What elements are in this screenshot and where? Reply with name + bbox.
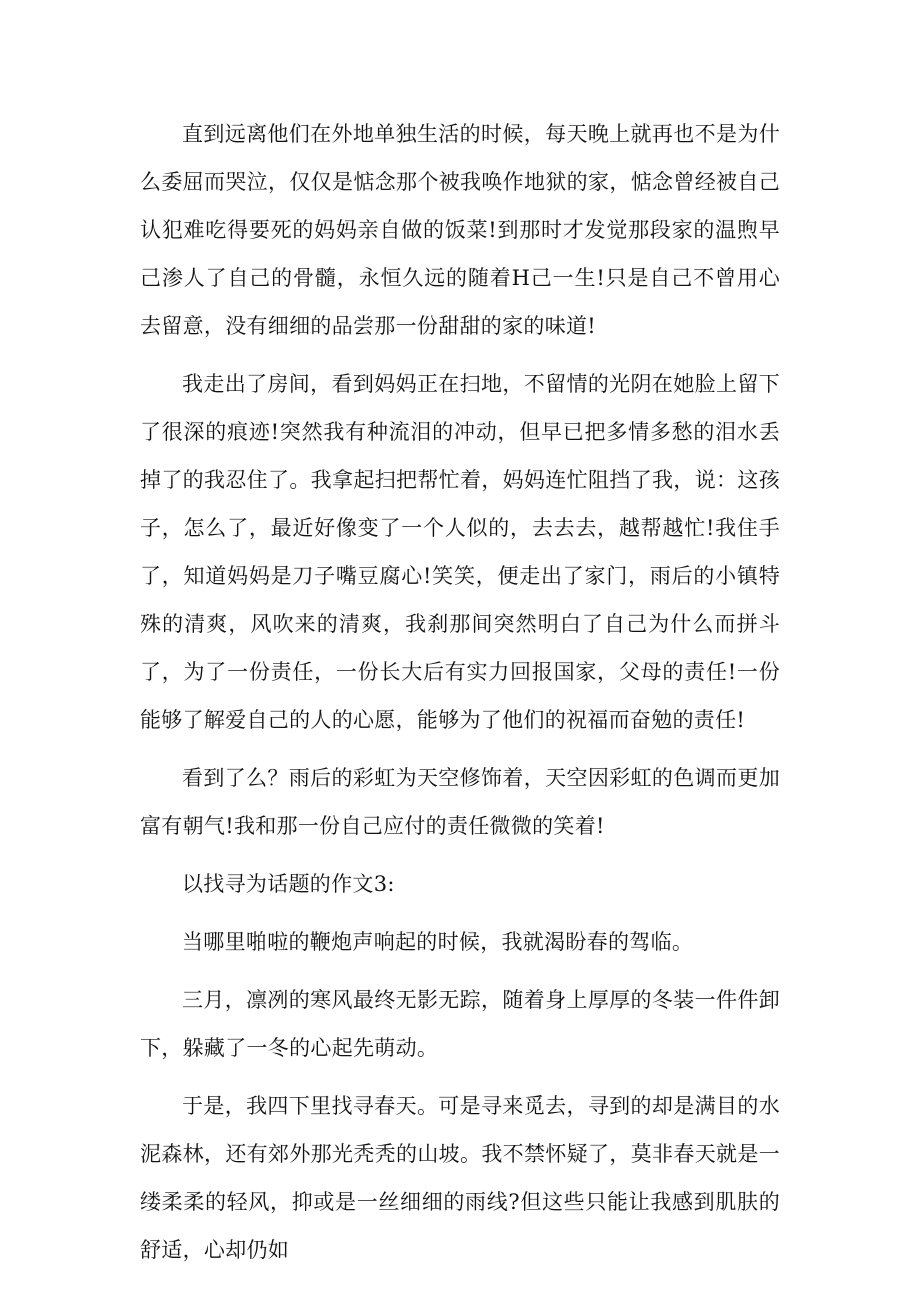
paragraph-3: 看到了么？雨后的彩虹为天空修饰着，天空因彩虹的色调而更加富有朝气!我和那一份自己应付的责任微微的笑着! xyxy=(140,766,780,838)
document-page xyxy=(140,110,780,1284)
section-heading: 以找寻为话题的作文3: xyxy=(182,872,395,896)
paragraph-5: 三月，凛冽的寒风最终无影无踪，随着身上厚厚的冬装一件件卸下，躲藏了一冬的心起先萌动。 xyxy=(140,988,780,1060)
paragraph-4: 当哪里啪啦的鞭炮声响起的时候，我就渴盼春的驾临。 xyxy=(182,930,694,954)
paragraph-2: 我走出了房间，看到妈妈正在扫地，不留情的光阴在她脸上留下了很深的痕迹!突然我有种流泪的冲动，但早已把多情多愁的泪水丢掉了的我忍住了。我拿起扫把帮忙着，妈妈连忙阻挡了我，说：这孩子，怎么了，最近好像变了一个人似的，去去去，越帮越忙!我住手了，知道妈妈是刀子嘴豆腐心!笑笑，便走出了家门，雨后的小镇特殊的清爽，风吹来的清爽，我刹那间突然明白了自己为什么而拼斗了，为了一份责任，一份长大后有实力回报国家，父母的责任!一份能够了解爱自己的人的心愿，能够为了他们的祝福而奋勉的责任! xyxy=(140,372,780,732)
paragraph-6: 于是，我四下里找寻春天。可是寻来觅去，寻到的却是满目的水泥森林，还有郊外那光秃秃的山坡。我不禁怀疑了，莫非春天就是一缕柔柔的轻风，抑或是一丝细细的雨线?但这些只能让我感到肌肤的舒适，心却仍如 xyxy=(140,1094,780,1262)
paragraph-1: 直到远离他们在外地单独生活的时候，每天晚上就再也不是为什么委屈而哭泣，仅仅是惦念那个被我唤作地狱的家，惦念曾经被自己认犯难吃得要死的妈妈亲自做的饭菜!到那时才发觉那段家的温煦早己渗人了自己的骨髓，永恒久远的随着H己一生!只是自己不曾用心去留意，没有细细的品尝那一份甜甜的家的味道! xyxy=(140,122,780,338)
